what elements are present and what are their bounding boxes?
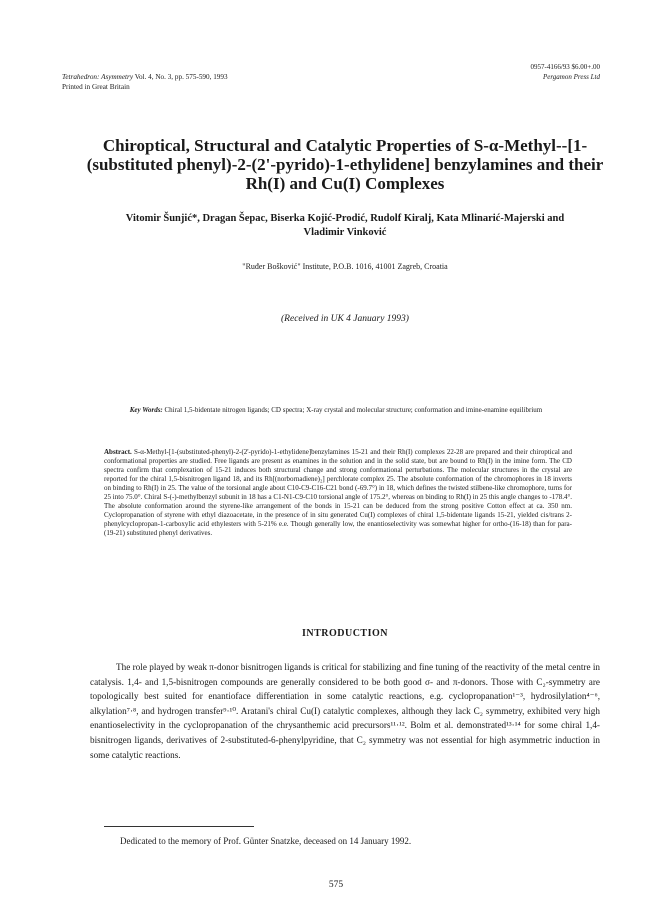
footnote-rule: [104, 826, 254, 827]
journal-header: [62, 72, 228, 92]
citation: Vol. 4, No. 3, pp. 575-590, 1993: [134, 73, 228, 81]
introduction-text: The role played by weak π-donor bisnitrogen ligands is critical for stabilizing and fine tuning of the reactivity of the metal centre in catalysis. 1,4- and 1,5-bisnitrogen compounds are generally considered to be both good σ- and π-donors. Those with C₂-symmetry are topologically best suited for enantioface differentiation in some catalytic reactions, e.g. cyclopropanation¹⁻³, hydrosilylation⁴⁻⁶, alkylation⁷·⁸, and hydrogen transfer⁹·¹⁰. Aratani's chiral Cu(I) catalytic complexes, although they lack C₂ symmetry, exhibited very high enantioselectivity in the cyclopropanation of the chrysanthemic acid precursors¹¹·¹². Bolm et al. demonstrated¹³·¹⁴ for some chiral 1,4-bisnitrogen ligands, derivatives of 2-substituted-6-phenylpyridine, that C₂ symmetry was not essential for high asymmetric induction in some catalytic reactions.: [90, 662, 600, 760]
journal-name: Tetrahedron: Asymmetry: [62, 73, 134, 81]
introduction-heading: INTRODUCTION: [301, 628, 388, 639]
abstract-text: S-α-Methyl-[1-(substituted-phenyl)-2-(2'-pyrido)-1-ethylidene]benzylamines 15-21 and their Rh(I) complexes 22-28 are prepared and their chiroptical and conformational properties are studied. Free ligands are present as enamines in the solution and in the solid state, but are bound to Rh(I) in the imine form. The CD spectra confirm that complexation of 15-21 induces both structural change and strong conformational perturbations. The molecular structures in the crystal are reported for the chiral 1,5-bisnitrogen ligand 18, and its Rh[(norbornadiene)₂] perchlorate complex 25. The absolute conformation of the chromophores in 18 inverts on binding to Rh(I) in 25. The value of the torsional angle about C10-C9-C16-C21 bond (-69.7°) in 18, which defines the twisted stilbene-like chromophore, turns for 25 into 75.0°. Chiral S-(-)-methylbenzyl subunit in 18 has a C1-N1-C9-C10 torsional angle of 175.2°, whereas on binding to Rh(I) in 25 this angle changes to -178.4°. The absolute conformation around the styrene-like arrangement of the bonds in 15-21 can be deduced from the strong positive Cotton effect at ca. 350 nm. Cyclopropanation of styrene with ethyl diazoacetate, in the presence of in situ generated Cu(I) complexes of chiral 1,5-bidentate ligands 15-21, yielded cis/trans 2-phenylcyclopropan-1-carboxylic acid ethylesters with 5-21% e.e. Though generally low, the enantioselectivity was somewhat higher for ortho-(16-18) than for para-(19-21) substituted phenyl derivatives.: [104, 448, 573, 537]
publisher: Pergamon Press Ltd: [542, 73, 600, 81]
received-date: (Received in UK 4 January 1993): [281, 314, 409, 324]
abstract: [104, 448, 572, 538]
abstract-label: Abstract.: [104, 448, 132, 456]
printed-in: Printed in Great Britain: [62, 83, 130, 91]
publisher-header: [531, 62, 600, 82]
author-list: Vitomir Šunjić*, Dragan Šepac, Biserka Kojić-Prodić, Rudolf Kiralj, Kata Mlinarić-Majerski and Vladimir Vinković: [125, 213, 565, 238]
keywords-text: Chiral 1,5-bidentate nitrogen ligands; CD spectra; X-ray crystal and molecular structure; conformation and imine-enamine equilibrium: [164, 406, 543, 414]
issn: 0957-4166/93 $6.00+.00: [530, 63, 600, 71]
article-title: Chiroptical, Structural and Catalytic Properties of S-α-Methyl--[1-(substituted phenyl)-2-(2'-pyrido)-1-ethylidene] benzylamines and their Rh(I) and Cu(I) Complexes: [86, 136, 604, 193]
keywords-label: Key Words:: [129, 406, 163, 414]
dedication: Dedicated to the memory of Prof. Günter Snatzke, deceased on 14 January 1992.: [120, 836, 412, 846]
keywords: [92, 406, 580, 415]
page-number: 575: [328, 880, 344, 890]
affiliation: "Ruđer Bošković" Institute, P.O.B. 1016, 41001 Zagreb, Croatia: [242, 262, 448, 271]
